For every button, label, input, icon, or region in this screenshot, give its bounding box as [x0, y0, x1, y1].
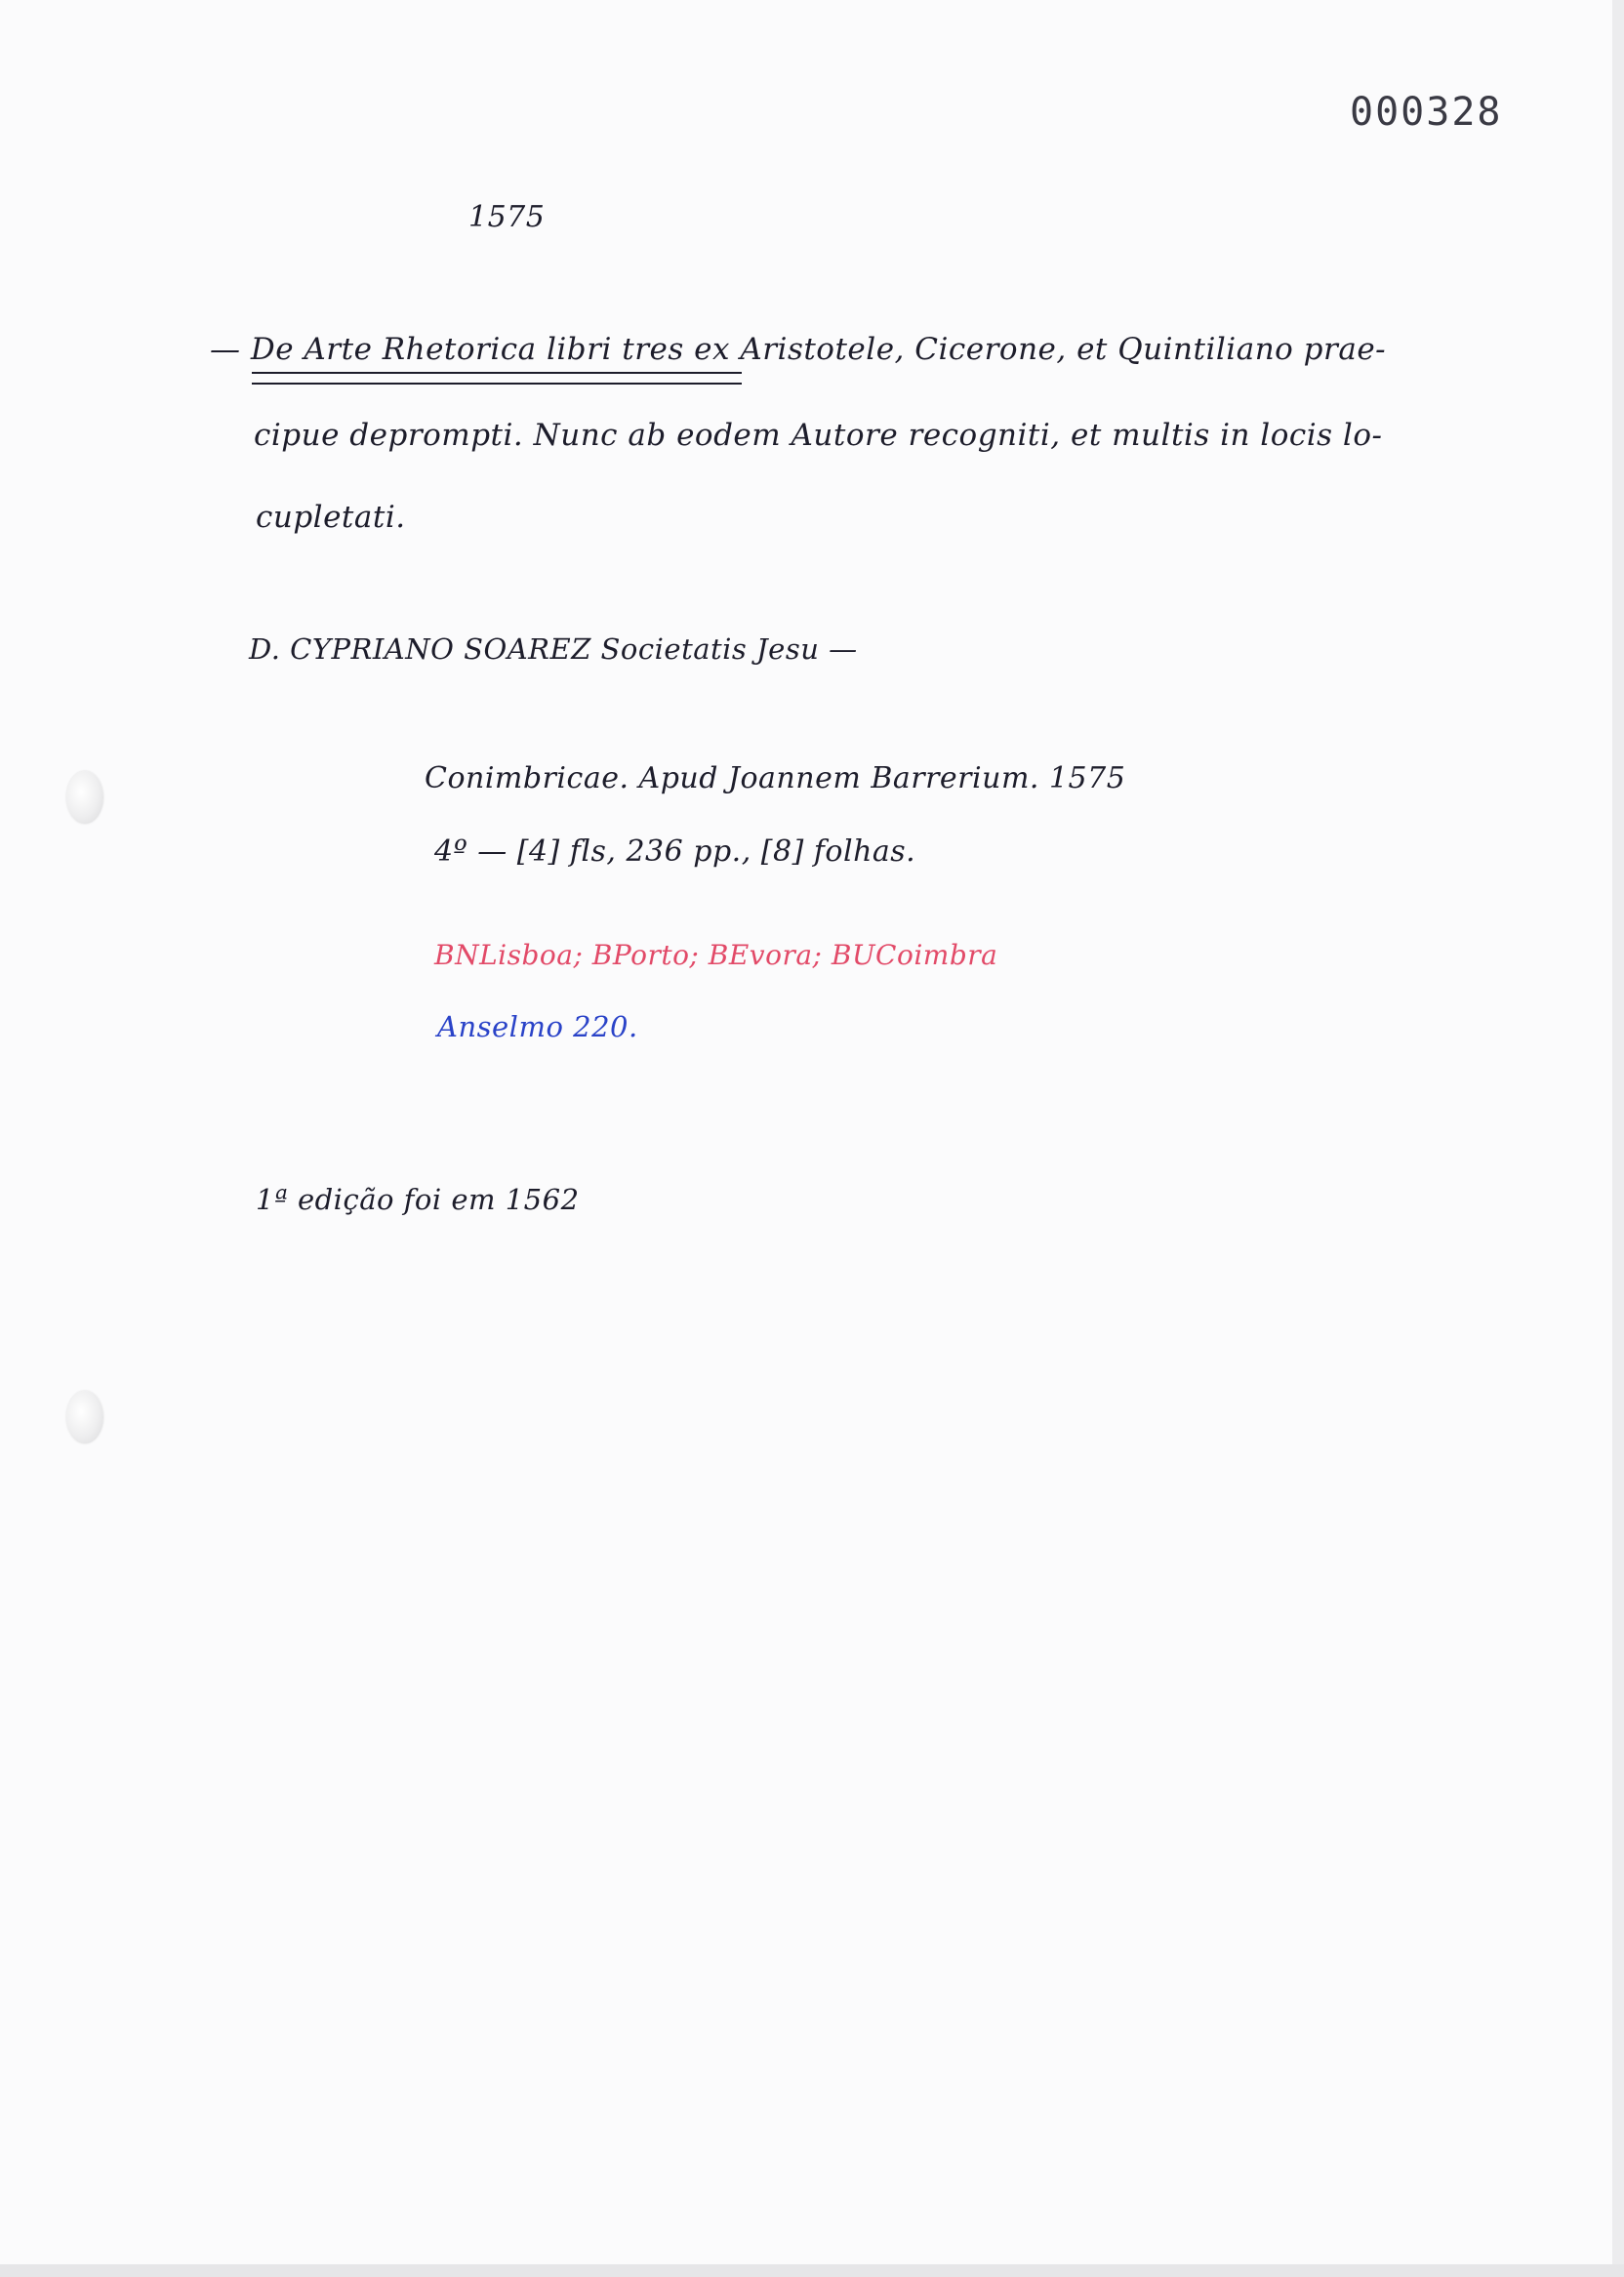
title-double-underline [252, 372, 742, 385]
collation-line: 4º — [4] fls, 236 pp., [8] folhas. [434, 834, 916, 869]
year-heading: 1575 [468, 200, 546, 234]
edition-note: 1ª edição foi em 1562 [256, 1183, 580, 1216]
title-line-1 [210, 332, 1386, 367]
title-line-3: cupletati. [256, 500, 406, 535]
author-line: D. CYPRIANO SOAREZ Societatis Jesu — [249, 632, 858, 666]
punch-hole-icon [66, 1391, 103, 1443]
scan-edge-bottom [0, 2264, 1624, 2277]
title-underlined: De Arte Rhetorica libri tres [250, 332, 684, 367]
title-dash: — [210, 332, 241, 367]
title-line-2: cipue deprompti. Nunc ab eodem Autore recogniti, et multis in locis lo- [254, 418, 1383, 453]
title-rest: ex Aristotele, Cicerone, et Quintiliano prae- [694, 332, 1387, 367]
scan-edge-right [1612, 0, 1624, 2277]
library-holdings: BNLisboa; BPorto; BEvora; BUCoimbra [434, 939, 998, 971]
stamp-number: 000328 [1350, 90, 1503, 135]
punch-hole-icon [66, 771, 103, 824]
imprint-line: Conimbricae. Apud Joannem Barrerium. 1575 [425, 761, 1126, 795]
bibliographic-reference: Anselmo 220. [437, 1010, 638, 1043]
